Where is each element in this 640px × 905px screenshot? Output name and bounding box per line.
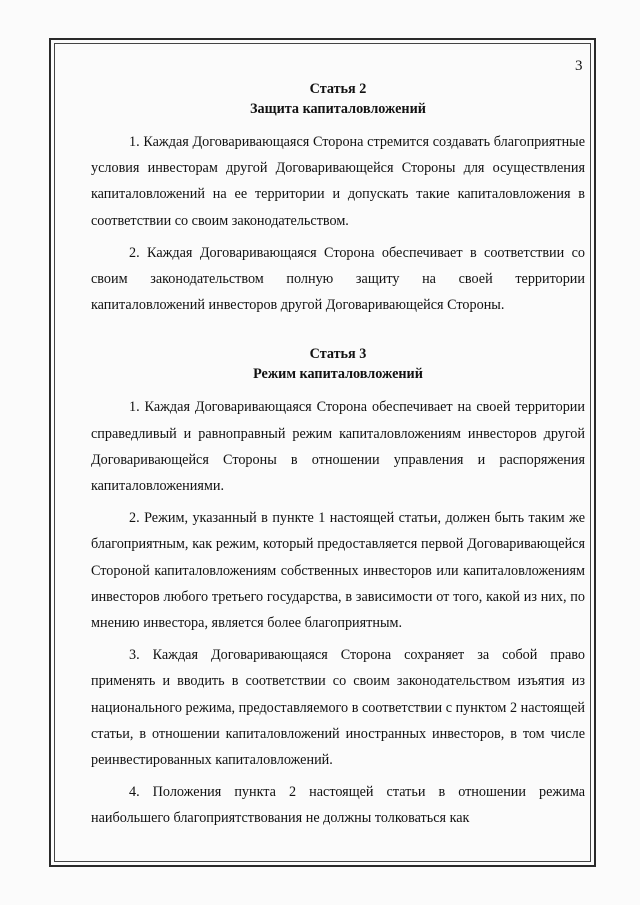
page-number: 3 (575, 58, 583, 74)
paragraph: 2. Режим, указанный в пункте 1 настоящей статьи, должен быть таким же благоприятным, как режим, который предоставляется первой Договаривающейся Стороной капиталовложениям собственных инвесторов или капиталовложениям инвесторов любого третьего государства, в зависимости от того, какой из них, по мнению инвестора, является более благоприятным. (91, 510, 585, 632)
article-number: Статья 2 (309, 81, 367, 97)
paragraph: 4. Положения пункта 2 настоящей статьи в отношении режима наибольшего благоприятствования не должны толковаться как (91, 784, 585, 827)
paragraph: 1. Каждая Договаривающаяся Сторона стремится создавать благоприятные условия инвесторам другой Договаривающейся Стороны для осуществления капиталовложений на ее территории и допускать такие капиталовложения в соответствии со своим законодательством. (91, 134, 585, 229)
article-2 (91, 79, 585, 318)
article-3 (91, 344, 585, 831)
article-title: Режим капиталовложений (253, 366, 423, 383)
article-number: Статья 3 (309, 346, 367, 363)
paragraph: 2. Каждая Договаривающаяся Сторона обеспечивает в соответствии со своим законодательством полную защиту на своей территории капиталовложений инвесторов другой Договаривающейся Стороны. (91, 244, 585, 314)
article-title: Защита капиталовложений (250, 101, 426, 117)
document-body (91, 76, 585, 838)
paragraph: 3. Каждая Договаривающаяся Сторона сохраняет за собой право применять и вводить в соответствии со своим законодательством изъятия из национального режима, предоставляемого в соответствии с пунктом 2 настоящей статьи, в отношении капиталовложений иностранных инвесторов, в том числе реинвестированных капиталовложений. (91, 647, 585, 769)
paragraph: 1. Каждая Договаривающаяся Сторона обеспечивает на своей территории справедливый и равноправный режим капиталовложениям инвесторов другой Договаривающейся Стороны в отношении управления и распоряжения капиталовложениями. (91, 399, 585, 495)
